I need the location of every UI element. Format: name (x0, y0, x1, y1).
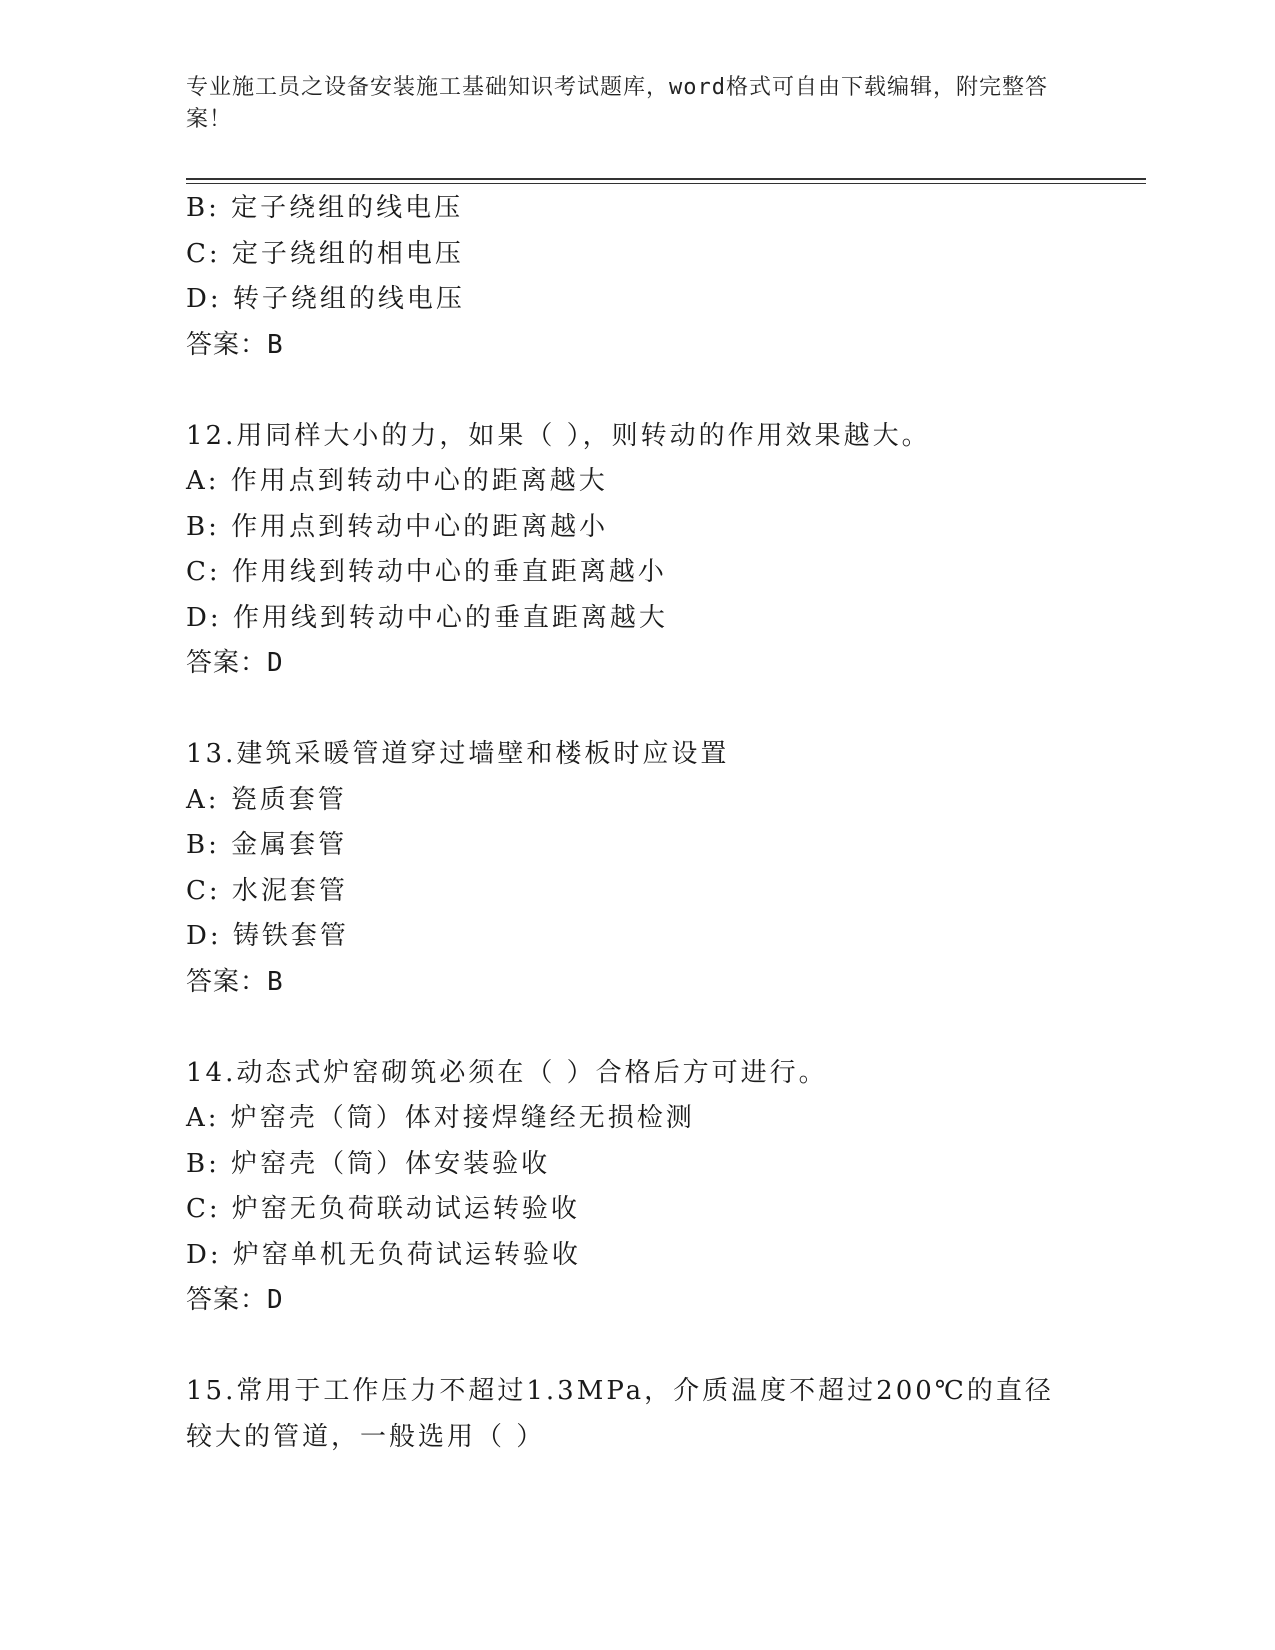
option-d: D: 炉窑单机无负荷试运转验收 (186, 1239, 581, 1270)
option-b: B: 金属套管 (186, 830, 348, 860)
option-d: D: 转子绕组的线电压 (186, 284, 465, 314)
document-header: 专业施工员之设备安装施工基础知识考试题库，word格式可自由下载编辑，附完整答案！ (186, 75, 1048, 132)
option-d: D: 作用线到转动中心的垂直距离越大 (186, 602, 668, 633)
option-d: D: 铸铁套管 (186, 921, 349, 951)
question-13 (186, 732, 1086, 1005)
answer: 答案：D (186, 648, 284, 678)
spacer (186, 368, 1086, 414)
option-c: C: 作用线到转动中心的垂直距离越小 (186, 557, 667, 587)
option-c: C: 水泥套管 (186, 875, 348, 906)
option-c: C: 定子绕组的相电压 (186, 238, 464, 269)
question-text: 12.用同样大小的力，如果（ ），则转动的作用效果越大。 (186, 420, 931, 451)
option-c: C: 炉窑无负荷联动试运转验收 (186, 1194, 580, 1224)
question-12 (186, 414, 1086, 687)
spacer (186, 1005, 1086, 1051)
option-b: B: 定子绕组的线电压 (186, 193, 464, 223)
question-15 (186, 1369, 1086, 1460)
answer: 答案：D (186, 1285, 284, 1315)
header-rule-thick (186, 178, 1146, 180)
header-rule-thin (186, 183, 1146, 184)
answer: 答案：B (186, 329, 284, 360)
option-a: A: 瓷质套管 (186, 784, 347, 815)
question-list (186, 186, 1086, 1460)
spacer (186, 687, 1086, 733)
question-11 (186, 186, 1086, 368)
question-text: 13.建筑采暖管道穿过墙壁和楼板时应设置 (186, 739, 730, 769)
question-14 (186, 1051, 1086, 1324)
question-text: 14.动态式炉窑砌筑必须在（ ）合格后方可进行。 (186, 1057, 828, 1088)
option-a: A: 作用点到转动中心的距离越大 (186, 466, 608, 496)
answer: 答案：B (186, 966, 284, 997)
option-b: B: 炉窑壳（筒）体安装验收 (186, 1148, 551, 1179)
option-b: B: 作用点到转动中心的距离越小 (186, 511, 609, 542)
option-a: A: 炉窑壳（筒）体对接焊缝经无损检测 (186, 1103, 695, 1133)
question-text: 15.常用于工作压力不超过1.3MPa，介质温度不超过200℃的直径较大的管道，一般选用（ ） (186, 1376, 1054, 1452)
spacer (186, 1324, 1086, 1370)
